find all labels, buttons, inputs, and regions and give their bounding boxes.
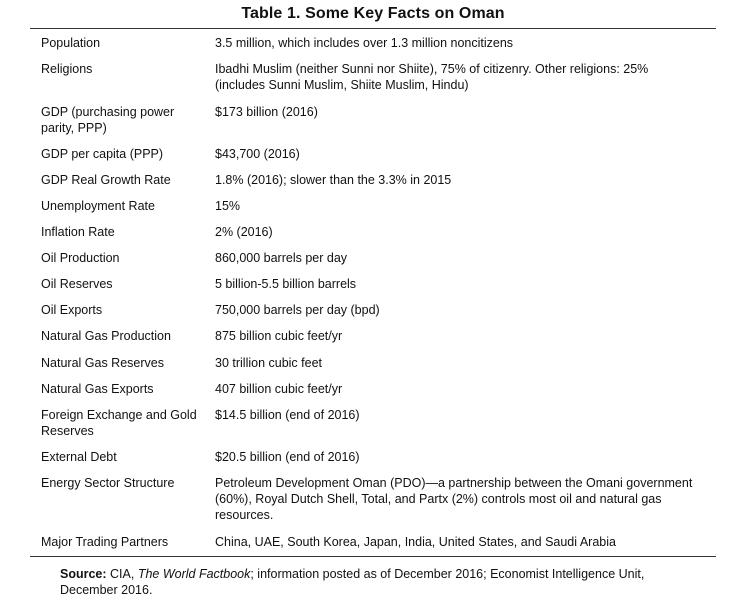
row-value: 407 billion cubic feet/yr bbox=[215, 382, 343, 396]
row-value: Ibadhi Muslim (neither Sunni nor Shiite), 75% of citizenry. Other religions: 25% (includes Sunni Muslim, Shiite Muslim, Hindu) bbox=[215, 62, 649, 92]
row-label: Energy Sector Structure bbox=[41, 476, 175, 490]
row-value: China, UAE, South Korea, Japan, India, United States, and Saudi Arabia bbox=[215, 535, 616, 549]
row-label: Major Trading Partners bbox=[41, 535, 169, 549]
row-label: Oil Exports bbox=[41, 303, 103, 317]
source-text-before: CIA, bbox=[106, 567, 138, 581]
row-label: Religions bbox=[41, 62, 93, 76]
row-label: Oil Reserves bbox=[41, 277, 113, 291]
top-rule bbox=[30, 28, 716, 29]
table-title: Table 1. Some Key Facts on Oman bbox=[241, 5, 505, 22]
row-label: External Debt bbox=[41, 450, 117, 464]
source-label: Source: bbox=[60, 567, 107, 581]
row-value: 860,000 barrels per day bbox=[215, 251, 348, 265]
row-label: Natural Gas Production bbox=[41, 329, 171, 343]
row-value: $173 billion (2016) bbox=[215, 105, 318, 119]
row-value: 2% (2016) bbox=[215, 225, 273, 239]
row-value: 5 billion-5.5 billion barrels bbox=[215, 277, 357, 291]
source-text-after: ; information posted as of December 2016; Economist Intelligence Unit, December 2016. bbox=[60, 567, 645, 597]
row-label: Unemployment Rate bbox=[41, 199, 155, 213]
row-label: GDP Real Growth Rate bbox=[41, 173, 171, 187]
row-value: 1.8% (2016); slower than the 3.3% in 2015 bbox=[215, 173, 452, 187]
row-label: GDP per capita (PPP) bbox=[41, 147, 164, 161]
row-label: Oil Production bbox=[41, 251, 120, 265]
row-value: 3.5 million, which includes over 1.3 million noncitizens bbox=[215, 36, 514, 50]
row-value: 15% bbox=[215, 199, 241, 213]
row-label: Natural Gas Reserves bbox=[41, 356, 164, 370]
row-label: Foreign Exchange and Gold Reserves bbox=[41, 408, 197, 438]
bottom-rule bbox=[30, 556, 716, 557]
row-value: 750,000 barrels per day (bpd) bbox=[215, 303, 380, 317]
row-value: 875 billion cubic feet/yr bbox=[215, 329, 343, 343]
source-note bbox=[60, 566, 700, 598]
row-label: Population bbox=[41, 36, 101, 50]
row-label: GDP (purchasing power parity, PPP) bbox=[41, 105, 175, 135]
source-title: The World Factbook bbox=[137, 567, 251, 581]
row-value: Petroleum Development Oman (PDO)—a partnership between the Omani government (60%), Royal Dutch Shell, Total, and Partx (2%) controls most oil and natural gas resources. bbox=[215, 476, 693, 522]
row-label: Natural Gas Exports bbox=[41, 382, 154, 396]
row-value: $43,700 (2016) bbox=[215, 147, 300, 161]
row-label: Inflation Rate bbox=[41, 225, 115, 239]
row-value: $14.5 billion (end of 2016) bbox=[215, 408, 360, 422]
row-value: $20.5 billion (end of 2016) bbox=[215, 450, 360, 464]
row-value: 30 trillion cubic feet bbox=[215, 356, 323, 370]
